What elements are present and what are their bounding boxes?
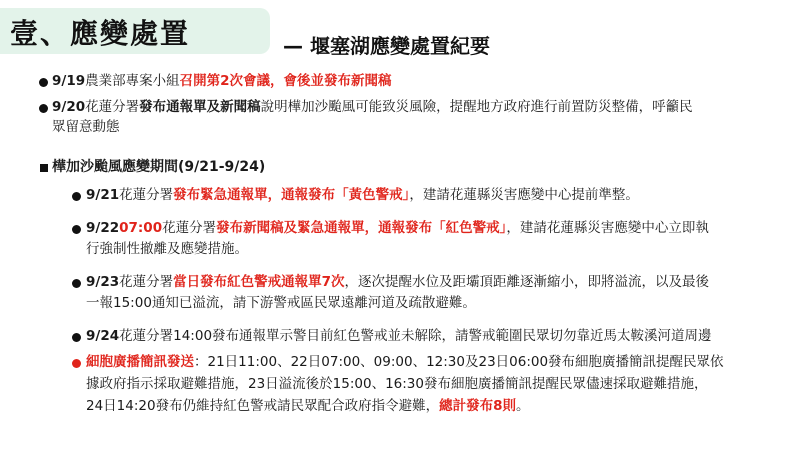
list-item — [86, 352, 724, 373]
item-date: 9/21 — [86, 187, 120, 203]
item-text: 花蓮分署 — [162, 220, 217, 236]
item-text: ，建請花蓮縣災害應變中心提前準整。 — [409, 187, 639, 203]
list-item — [86, 218, 709, 239]
list-item — [52, 71, 392, 92]
subsection-title: 樺加沙颱風應變期間(9/21-9/24) — [52, 159, 266, 175]
item-text: ，建請花蓮縣災害應變中心立即執 — [506, 220, 709, 236]
item-text: 花蓮分署 — [119, 187, 174, 203]
item-highlight: 當日發布紅色警戒通報單7次 — [173, 274, 345, 290]
bullet-dot — [39, 104, 48, 113]
item-text: 農業部專案小組 — [85, 73, 180, 89]
item-highlight: 細胞廣播簡訊發送 — [86, 354, 194, 370]
item-text: 24日14:20發布仍維持紅色警戒請民眾配合政府指令避難， — [86, 398, 440, 414]
list-item-continuation: 眾留意動態 — [52, 119, 120, 135]
item-text: 花蓮分署 — [85, 99, 140, 115]
item-text: 說明樺加沙颱風可能致災風險，提醒地方政府進行前置防災整備，呼籲民 — [260, 99, 693, 115]
list-item-continuation — [86, 396, 530, 417]
item-text: 花蓮分署 — [119, 274, 174, 290]
item-text: 。 — [516, 398, 530, 414]
item-text: ：21日11:00、22日07:00、09:00、12:30及23日06:00發布細胞廣播簡訊提醒民眾依 — [194, 354, 724, 370]
list-item — [52, 97, 693, 118]
item-highlight: 發布緊急通報單，通報發布「黃色警戒」 — [173, 187, 410, 203]
list-item-continuation: 行強制性撤離及應變措施。 — [86, 241, 248, 257]
item-highlight: 發布新聞稿及緊急通報單，通報發布「紅色警戒」 — [216, 220, 507, 236]
item-text: ，逐次提醒水位及距壩頂距離逐漸縮小，即將溢流，以及最後 — [344, 274, 710, 290]
bullet-dot — [72, 333, 81, 342]
bullet-dot — [72, 279, 81, 288]
item-date: 9/19 — [52, 73, 86, 89]
bullet-dot — [39, 78, 48, 87]
item-highlight: 召開第2次會議，會後並發布新聞稿 — [179, 73, 392, 89]
list-item-continuation: 據政府指示採取避難措施，23日溢流後於15:00、16:30發布細胞廣播簡訊提醒民眾儘速採取避難措施， — [86, 376, 708, 392]
item-highlight: 總計發布8則 — [439, 398, 516, 414]
item-date: 9/24 — [86, 328, 120, 344]
bullet-dot-red — [72, 359, 81, 368]
item-time: 07:00 — [119, 220, 163, 236]
item-emphasis: 發布通報單及新聞稿 — [139, 99, 261, 115]
item-date: 9/20 — [52, 99, 86, 115]
list-item — [86, 185, 639, 206]
item-date: 9/22 — [86, 220, 120, 236]
list-item — [86, 272, 709, 293]
list-item-continuation: 一報15:00通知已溢流，請下游警戒區民眾遠離河道及疏散避難。 — [86, 295, 476, 311]
square-bullet — [40, 164, 48, 172]
bullet-dot — [72, 225, 81, 234]
bullet-dot — [72, 192, 81, 201]
section-title: 壹、應變處置 — [10, 17, 191, 50]
page-subtitle: — 堰塞湖應變處置紀要 — [283, 34, 490, 58]
item-text: 花蓮分署14:00發布通報單示警目前紅色警戒並未解除，請警戒範圍民眾切勿靠近馬太鞍溪河道周邊 — [119, 328, 712, 344]
item-date: 9/23 — [86, 274, 120, 290]
list-item — [86, 326, 712, 347]
